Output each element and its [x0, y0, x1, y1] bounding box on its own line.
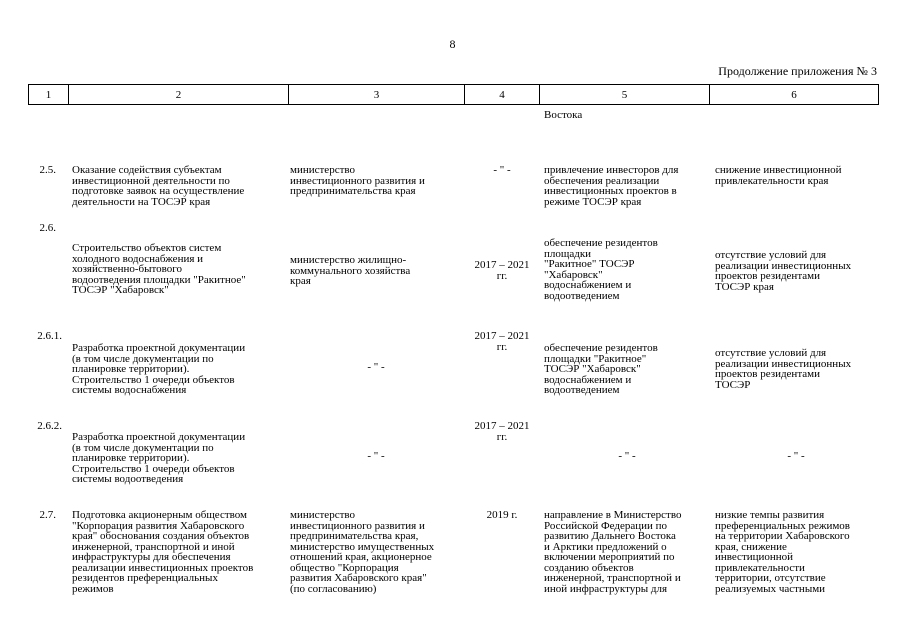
risk-text: снижение инвестиционной привлекательности края [715, 164, 842, 187]
risk-text: - " - [787, 450, 805, 462]
column-number-header [28, 84, 879, 105]
row-number: 2.7. [39, 509, 56, 521]
term-text: - " - [493, 164, 511, 176]
measure-text: Разработка проектной документации (в том числе документации по планировке территории). Строительство 1 очереди объектов системы водоснабжения [72, 342, 246, 396]
page-number: 8 [449, 37, 456, 51]
header-col-5: 5 [540, 85, 710, 105]
row-number: 2.6.1. [37, 330, 62, 342]
executor-text: министерство инвестиционного развития и предпринимательства края [290, 164, 425, 197]
header-col-2: 2 [69, 85, 289, 105]
row-number: 2.6.2. [37, 420, 62, 432]
result-text: направление в Министерство Российской Федерации по развитию Дальнего Востока и Арктики предложений о включении мероприятий по созданию объектов инженерной, транспортной и иной инфраструктуры для [544, 509, 682, 595]
result-text: обеспечение резидентов площадки "Ракитное" ТОСЭР "Хабаровск" водоснабжением и водоотведением [544, 342, 658, 396]
risk-text: отсутствие условий для реализации инвестиционных проектов резидентами ТОСЭР [715, 347, 852, 391]
measure-text: Строительство объектов систем холодного водоснабжения и хозяйственно-бытового водоотведения площадки "Ракитное" ТОСЭР "Хабаровск" [72, 242, 246, 296]
result-text: привлечение инвесторов для обеспечения реализации инвестиционных проектов в режиме ТОСЭР края [544, 164, 679, 208]
executor-text: - " - [367, 361, 385, 373]
measure-text: Подготовка акционерным обществом "Корпорация развития Хабаровского края" обоснования создания объектов инженерной, транспортной и иной инфраструктуры для обеспечения реализации инвестиционных проектов резидентов преференциальных режимов [72, 509, 254, 595]
measure-text: Разработка проектной документации (в том числе документации по планировке территории). Строительство 1 очереди объектов системы водоотведения [72, 431, 246, 485]
risk-text: отсутствие условий для реализации инвестиционных проектов резидентами ТОСЭР края [715, 249, 852, 293]
term-text: 2017 – 2021 гг. [474, 259, 530, 282]
result-text: обеспечение резидентов площадки "Ракитное" ТОСЭР "Хабаровск" водоснабжением и водоотведением [544, 237, 658, 302]
executor-text: министерство инвестиционного развития и предпринимательства края, министерство имущественных отношений края, акционерное общество "Корпорация развития Хабаровского края" (по согласованию) [290, 509, 435, 595]
risk-text: низкие темпы развития преференциальных режимов на территории Хабаровского края, снижение инвестиционной привлекательности территории, отсутствие реализуемых частными [715, 509, 850, 595]
header-col-6: 6 [710, 85, 879, 105]
row-number: 2.5. [39, 164, 56, 176]
result-text: - " - [618, 450, 636, 462]
row-number: 2.6. [39, 222, 56, 234]
term-text: 2019 г. [486, 509, 518, 521]
header-col-1: 1 [29, 85, 69, 105]
appendix-continuation-title: Продолжение приложения № 3 [718, 64, 877, 78]
executor-text: министерство жилищно- коммунального хозяйства края [290, 254, 411, 287]
term-text: 2017 – 2021 гг. [474, 420, 530, 443]
continued-text-fragment: Востока [544, 109, 583, 121]
header-row [29, 85, 879, 105]
term-text: 2017 – 2021 гг. [474, 330, 530, 353]
measure-text: Оказание содействия субъектам инвестиционной деятельности по подготовке заявок на осуществление деятельности на ТОСЭР края [72, 164, 245, 208]
executor-text: - " - [367, 450, 385, 462]
header-col-3: 3 [289, 85, 465, 105]
header-col-4: 4 [465, 85, 540, 105]
